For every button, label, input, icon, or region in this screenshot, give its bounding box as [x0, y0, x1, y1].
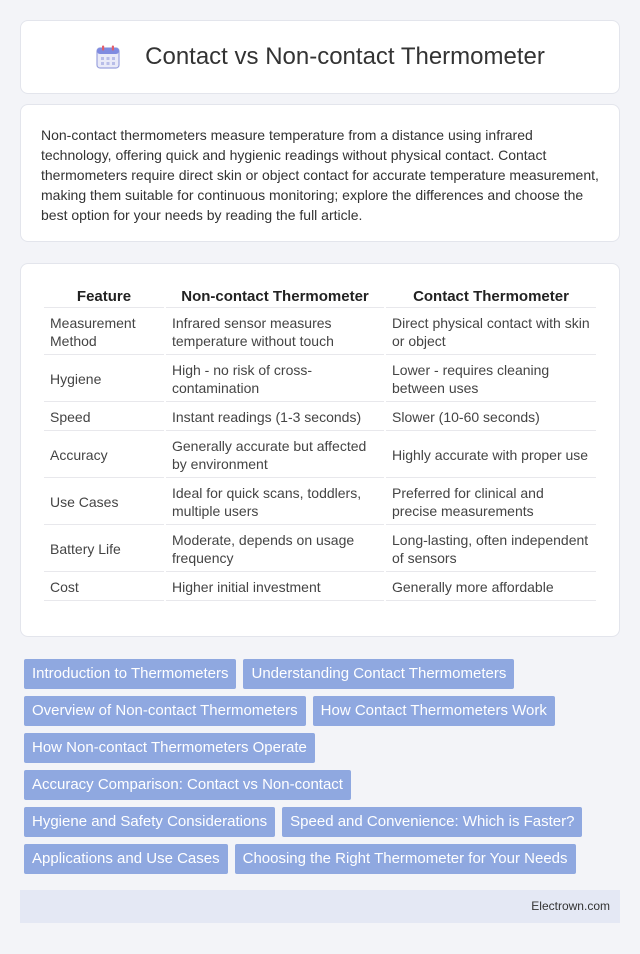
table-cell-non-contact: High - no risk of cross-contamination [166, 357, 384, 402]
table-cell-non-contact: Ideal for quick scans, toddlers, multiple users [166, 480, 384, 525]
table-row [44, 527, 596, 572]
tag-row [20, 659, 620, 689]
table-row [44, 480, 596, 525]
table-cell-feature: Cost [44, 574, 164, 601]
topic-tag[interactable]: Speed and Convenience: Which is Faster? [282, 807, 582, 837]
topic-tag[interactable]: Applications and Use Cases [24, 844, 228, 874]
table-cell-feature: Accuracy [44, 433, 164, 478]
table-cell-non-contact: Moderate, depends on usage frequency [166, 527, 384, 572]
table-cell-contact: Highly accurate with proper use [386, 433, 596, 478]
column-header-contact: Contact Thermometer [386, 286, 596, 308]
tag-row [20, 733, 620, 763]
table-cell-feature: Battery Life [44, 527, 164, 572]
comparison-table [42, 284, 598, 603]
topic-tag[interactable]: How Contact Thermometers Work [313, 696, 555, 726]
title-card [20, 20, 620, 94]
intro-card [20, 104, 620, 242]
table-header-row [44, 286, 596, 308]
table-cell-contact: Slower (10-60 seconds) [386, 404, 596, 431]
intro-text: Non-contact thermometers measure temperature from a distance using infrared technology, offering quick and hygienic readings without physical contact. Contact thermometers require direct skin or object contact for accurate temperature measurement, making them suitable for continuous monitoring; explore the differences and choose the best option for your needs by reading the full article. [41, 127, 599, 223]
table-row [44, 404, 596, 431]
topic-tag[interactable]: Understanding Contact Thermometers [243, 659, 514, 689]
tag-row [20, 844, 620, 874]
table-cell-contact: Long-lasting, often independent of sensors [386, 527, 596, 572]
topic-tag[interactable]: Hygiene and Safety Considerations [24, 807, 275, 837]
tag-row [20, 807, 620, 837]
topic-tag[interactable]: Choosing the Right Thermometer for Your Needs [235, 844, 576, 874]
table-row [44, 574, 596, 601]
related-topics [20, 659, 620, 881]
table-cell-contact: Generally more affordable [386, 574, 596, 601]
footer-site-name[interactable]: Electrown.com [531, 899, 610, 913]
tag-row [20, 770, 620, 800]
tag-row [20, 696, 620, 726]
table-cell-contact: Direct physical contact with skin or object [386, 310, 596, 355]
comparison-table-card [20, 263, 620, 637]
table-cell-non-contact: Generally accurate but affected by environment [166, 433, 384, 478]
table-cell-non-contact: Higher initial investment [166, 574, 384, 601]
table-cell-non-contact: Infrared sensor measures temperature without touch [166, 310, 384, 355]
topic-tag[interactable]: How Non-contact Thermometers Operate [24, 733, 315, 763]
column-header-non-contact: Non-contact Thermometer [166, 286, 384, 308]
table-cell-feature: Use Cases [44, 480, 164, 525]
topic-tag[interactable]: Introduction to Thermometers [24, 659, 236, 689]
table-row [44, 357, 596, 402]
table-cell-contact: Lower - requires cleaning between uses [386, 357, 596, 402]
table-cell-feature: Hygiene [44, 357, 164, 402]
table-cell-feature: Speed [44, 404, 164, 431]
footer [20, 890, 620, 923]
column-header-feature: Feature [44, 286, 164, 308]
table-row [44, 433, 596, 478]
table-cell-non-contact: Instant readings (1-3 seconds) [166, 404, 384, 431]
table-row [44, 310, 596, 355]
calendar-icon [95, 44, 121, 70]
table-cell-contact: Preferred for clinical and precise measurements [386, 480, 596, 525]
topic-tag[interactable]: Overview of Non-contact Thermometers [24, 696, 306, 726]
table-cell-feature: Measurement Method [44, 310, 164, 355]
topic-tag[interactable]: Accuracy Comparison: Contact vs Non-contact [24, 770, 351, 800]
page-title: Contact vs Non-contact Thermometer [145, 43, 545, 70]
